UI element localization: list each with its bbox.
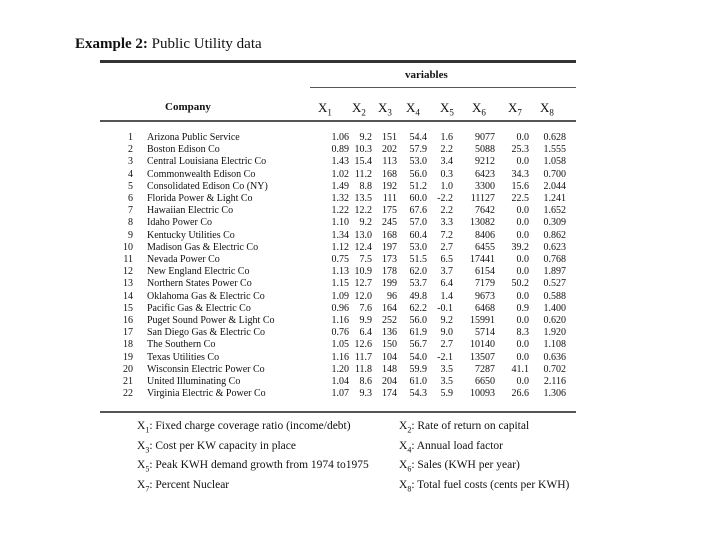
table-row bbox=[0, 169, 720, 181]
cell-x5: 3.4 bbox=[440, 156, 453, 168]
cell-x5: 6.5 bbox=[440, 254, 453, 265]
var-header-x2: $X_2$ bbox=[352, 100, 366, 118]
variables-header: variables bbox=[405, 69, 448, 81]
cell-x6: 8406 bbox=[475, 229, 495, 241]
cell-x1: 1.10 bbox=[331, 217, 349, 229]
cell-x8: 1.400 bbox=[543, 302, 566, 314]
cell-x5: -0.1 bbox=[437, 302, 453, 314]
cell-x4: 53.0 bbox=[409, 241, 427, 253]
cell-x6: 13082 bbox=[470, 217, 495, 229]
cell-x1: 1.20 bbox=[331, 363, 349, 375]
cell-x4: 67.6 bbox=[409, 205, 427, 217]
cell-x1: 1.49 bbox=[331, 180, 349, 192]
cell-x2: 12.6 bbox=[354, 339, 372, 351]
cell-x5: 9.2 bbox=[440, 315, 453, 326]
cell-x6: 9077 bbox=[475, 132, 495, 143]
row-number: 8 bbox=[128, 217, 133, 229]
cell-x8: 1.555 bbox=[543, 144, 566, 156]
cell-x2: 9.3 bbox=[359, 388, 372, 400]
table-row bbox=[0, 254, 720, 266]
cell-x7: 26.6 bbox=[511, 388, 529, 400]
cell-x6: 6650 bbox=[475, 376, 495, 387]
cell-x4: 60.4 bbox=[409, 229, 427, 241]
var-header-x6: $X_6$ bbox=[472, 100, 486, 118]
cell-x1: 1.05 bbox=[331, 339, 349, 351]
cell-x3: 164 bbox=[382, 302, 397, 314]
cell-x6: 3300 bbox=[475, 180, 495, 192]
cell-x6: 7179 bbox=[475, 278, 495, 290]
cell-x8: 2.044 bbox=[543, 180, 566, 192]
table-row bbox=[0, 315, 720, 327]
cell-x6: 17441 bbox=[470, 254, 495, 265]
cell-x1: 0.75 bbox=[331, 254, 349, 265]
top-rule bbox=[100, 60, 576, 63]
row-number: 18 bbox=[123, 339, 133, 351]
cell-x7: 0.0 bbox=[516, 156, 529, 168]
legend-x6: $X_6$: Sales (KWH per year) bbox=[399, 459, 520, 474]
cell-x3: 113 bbox=[382, 156, 397, 168]
cell-x6: 5088 bbox=[475, 144, 495, 156]
cell-x3: 150 bbox=[382, 339, 397, 351]
cell-x3: 174 bbox=[382, 388, 397, 400]
var-header-x4: $X_4$ bbox=[406, 100, 420, 118]
row-number: 12 bbox=[123, 266, 133, 278]
cell-x2: 12.4 bbox=[354, 241, 372, 253]
cell-x4: 61.9 bbox=[409, 327, 427, 339]
table-row bbox=[0, 303, 720, 315]
cell-x8: 1.897 bbox=[543, 266, 566, 278]
cell-x5: -2.2 bbox=[437, 193, 453, 204]
cell-x3: 96 bbox=[387, 290, 397, 302]
var-header-x7: $X_7$ bbox=[508, 100, 522, 118]
cell-x7: 25.3 bbox=[511, 144, 529, 156]
legend-x8: $X_8$: Total fuel costs (cents per KWH) bbox=[399, 478, 570, 493]
cell-x1: 1.04 bbox=[331, 376, 349, 387]
cell-x4: 57.9 bbox=[409, 144, 427, 156]
cell-x5: 3.7 bbox=[440, 266, 453, 278]
table-row bbox=[0, 291, 720, 303]
cell-x4: 51.2 bbox=[409, 180, 427, 192]
row-number: 14 bbox=[123, 290, 133, 302]
cell-x3: 245 bbox=[382, 217, 397, 229]
cell-x4: 62.2 bbox=[409, 302, 427, 314]
cell-x6: 7287 bbox=[475, 363, 495, 375]
cell-x5: 3.5 bbox=[440, 363, 453, 375]
company-name: The Southern Co bbox=[147, 339, 216, 351]
row-number: 1 bbox=[128, 132, 133, 143]
cell-x5: 0.3 bbox=[440, 168, 453, 180]
company-name: Wisconsin Electric Power Co bbox=[147, 363, 265, 375]
cell-x8: 0.620 bbox=[543, 315, 566, 326]
cell-x8: 0.700 bbox=[543, 168, 566, 180]
company-name: Northern States Power Co bbox=[147, 278, 252, 290]
var-header-x8: $X_8$ bbox=[540, 100, 554, 118]
cell-x4: 56.0 bbox=[409, 168, 427, 180]
cell-x8: 0.702 bbox=[543, 363, 566, 375]
cell-x3: 204 bbox=[382, 376, 397, 387]
cell-x4: 54.3 bbox=[409, 388, 427, 400]
cell-x6: 9212 bbox=[475, 156, 495, 168]
cell-x3: 199 bbox=[382, 278, 397, 290]
cell-x2: 8.8 bbox=[359, 180, 372, 192]
cell-x1: 1.09 bbox=[331, 290, 349, 302]
table-row bbox=[0, 217, 720, 229]
cell-x2: 10.3 bbox=[354, 144, 372, 156]
row-number: 10 bbox=[123, 241, 133, 253]
cell-x2: 9.2 bbox=[359, 132, 372, 143]
cell-x6: 9673 bbox=[475, 290, 495, 302]
row-number: 4 bbox=[128, 168, 133, 180]
cell-x5: 3.5 bbox=[440, 376, 453, 387]
cell-x6: 13507 bbox=[470, 351, 495, 363]
cell-x2: 11.7 bbox=[354, 351, 372, 363]
cell-x3: 178 bbox=[382, 266, 397, 278]
table-row bbox=[0, 364, 720, 376]
cell-x2: 11.2 bbox=[354, 168, 372, 180]
cell-x1: 1.34 bbox=[331, 229, 349, 241]
company-name: Kentucky Utilities Co bbox=[147, 229, 235, 241]
cell-x1: 1.16 bbox=[331, 315, 349, 326]
cell-x1: 1.22 bbox=[331, 205, 349, 217]
cell-x7: 39.2 bbox=[511, 241, 529, 253]
table-row bbox=[0, 193, 720, 205]
company-name: Nevada Power Co bbox=[147, 254, 220, 265]
cell-x2: 8.6 bbox=[359, 376, 372, 387]
company-name: San Diego Gas & Electric Co bbox=[147, 327, 266, 339]
cell-x4: 53.0 bbox=[409, 156, 427, 168]
cell-x7: 0.0 bbox=[516, 132, 529, 143]
var-header-x1: $X_1$ bbox=[318, 100, 332, 118]
cell-x5: 2.7 bbox=[440, 241, 453, 253]
table-row bbox=[0, 181, 720, 193]
cell-x6: 6423 bbox=[475, 168, 495, 180]
cell-x7: 0.0 bbox=[516, 254, 529, 265]
cell-x5: 3.3 bbox=[440, 217, 453, 229]
cell-x1: 1.16 bbox=[331, 351, 349, 363]
cell-x6: 7642 bbox=[475, 205, 495, 217]
cell-x6: 10093 bbox=[470, 388, 495, 400]
table-row bbox=[0, 388, 720, 400]
company-name: Idaho Power Co bbox=[147, 217, 212, 229]
company-name: Arizona Public Service bbox=[147, 132, 240, 143]
cell-x3: 136 bbox=[382, 327, 397, 339]
cell-x5: 7.2 bbox=[440, 229, 453, 241]
cell-x4: 62.0 bbox=[409, 266, 427, 278]
company-name: Commonwealth Edison Co bbox=[147, 168, 256, 180]
cell-x6: 6154 bbox=[475, 266, 495, 278]
variables-underline bbox=[310, 87, 576, 88]
table-row bbox=[0, 132, 720, 144]
company-name: Texas Utilities Co bbox=[147, 351, 220, 363]
legend-x4: $X_4$: Annual load factor bbox=[399, 439, 503, 454]
row-number: 15 bbox=[123, 302, 133, 314]
row-number: 6 bbox=[128, 193, 133, 204]
table-row bbox=[0, 327, 720, 339]
cell-x1: 1.43 bbox=[331, 156, 349, 168]
cell-x1: 1.12 bbox=[331, 241, 349, 253]
cell-x6: 5714 bbox=[475, 327, 495, 339]
cell-x8: 1.920 bbox=[543, 327, 566, 339]
cell-x2: 7.6 bbox=[359, 302, 372, 314]
cell-x2: 12.0 bbox=[354, 290, 372, 302]
cell-x8: 1.652 bbox=[543, 205, 566, 217]
cell-x4: 60.0 bbox=[409, 193, 427, 204]
cell-x8: 0.588 bbox=[543, 290, 566, 302]
cell-x2: 9.9 bbox=[359, 315, 372, 326]
cell-x3: 104 bbox=[382, 351, 397, 363]
company-header: Company bbox=[165, 101, 211, 113]
cell-x4: 54.0 bbox=[409, 351, 427, 363]
title-rest: Public Utility data bbox=[147, 36, 262, 52]
cell-x5: 9.0 bbox=[440, 327, 453, 339]
cell-x8: 2.116 bbox=[543, 376, 566, 387]
cell-x7: 22.5 bbox=[511, 193, 529, 204]
cell-x5: 1.4 bbox=[440, 290, 453, 302]
cell-x5: 1.6 bbox=[440, 132, 453, 143]
row-number: 9 bbox=[128, 229, 133, 241]
cell-x8: 1.058 bbox=[543, 156, 566, 168]
row-number: 7 bbox=[128, 205, 133, 217]
var-header-x5: $X_5$ bbox=[440, 100, 454, 118]
table-row bbox=[0, 266, 720, 278]
cell-x4: 59.9 bbox=[409, 363, 427, 375]
cell-x7: 0.0 bbox=[516, 217, 529, 229]
cell-x1: 1.02 bbox=[331, 168, 349, 180]
legend-x7: $X_7$: Percent Nuclear bbox=[137, 478, 230, 493]
bottom-rule bbox=[100, 411, 576, 413]
cell-x3: 173 bbox=[382, 254, 397, 265]
cell-x4: 53.7 bbox=[409, 278, 427, 290]
cell-x4: 49.8 bbox=[409, 290, 427, 302]
cell-x1: 0.96 bbox=[331, 302, 349, 314]
cell-x8: 0.768 bbox=[543, 254, 566, 265]
company-name: Puget Sound Power & Light Co bbox=[147, 315, 275, 326]
company-name: Oklahoma Gas & Electric Co bbox=[147, 290, 265, 302]
row-number: 20 bbox=[123, 363, 133, 375]
company-name: Pacific Gas & Electric Co bbox=[147, 302, 251, 314]
cell-x7: 0.0 bbox=[516, 315, 529, 326]
header-rule bbox=[100, 120, 576, 122]
cell-x5: 2.7 bbox=[440, 339, 453, 351]
cell-x7: 0.0 bbox=[516, 266, 529, 278]
cell-x3: 192 bbox=[382, 180, 397, 192]
cell-x8: 0.309 bbox=[543, 217, 566, 229]
row-number: 11 bbox=[123, 254, 133, 265]
cell-x4: 56.7 bbox=[409, 339, 427, 351]
cell-x7: 8.3 bbox=[516, 327, 529, 339]
cell-x7: 0.0 bbox=[516, 351, 529, 363]
row-number: 5 bbox=[128, 180, 133, 192]
cell-x7: 0.0 bbox=[516, 376, 529, 387]
cell-x7: 0.0 bbox=[516, 205, 529, 217]
cell-x3: 151 bbox=[382, 132, 397, 143]
cell-x1: 1.15 bbox=[331, 278, 349, 290]
title-prefix: Example 2: bbox=[75, 36, 148, 52]
cell-x7: 0.0 bbox=[516, 290, 529, 302]
cell-x4: 57.0 bbox=[409, 217, 427, 229]
cell-x2: 13.0 bbox=[354, 229, 372, 241]
cell-x5: 6.4 bbox=[440, 278, 453, 290]
var-header-x3: $X_3$ bbox=[378, 100, 392, 118]
cell-x7: 41.1 bbox=[511, 363, 529, 375]
cell-x7: 0.0 bbox=[516, 229, 529, 241]
row-number: 16 bbox=[123, 315, 133, 326]
table-row bbox=[0, 376, 720, 388]
cell-x7: 34.3 bbox=[511, 168, 529, 180]
row-number: 19 bbox=[123, 351, 133, 363]
cell-x3: 202 bbox=[382, 144, 397, 156]
company-name: Virginia Electric & Power Co bbox=[147, 388, 266, 400]
cell-x8: 0.623 bbox=[543, 241, 566, 253]
cell-x1: 1.06 bbox=[331, 132, 349, 143]
cell-x4: 56.0 bbox=[409, 315, 427, 326]
cell-x3: 168 bbox=[382, 168, 397, 180]
row-number: 22 bbox=[123, 388, 133, 400]
row-number: 2 bbox=[128, 144, 133, 156]
cell-x8: 0.628 bbox=[543, 132, 566, 143]
cell-x5: 2.2 bbox=[440, 144, 453, 156]
cell-x4: 61.0 bbox=[409, 376, 427, 387]
cell-x6: 6468 bbox=[475, 302, 495, 314]
cell-x1: 0.89 bbox=[331, 144, 349, 156]
cell-x6: 10140 bbox=[470, 339, 495, 351]
cell-x7: 0.0 bbox=[516, 339, 529, 351]
cell-x3: 175 bbox=[382, 205, 397, 217]
cell-x7: 15.6 bbox=[511, 180, 529, 192]
legend-x1: $X_1$: Fixed charge coverage ratio (income/debt) bbox=[137, 420, 351, 435]
cell-x2: 10.9 bbox=[354, 266, 372, 278]
cell-x6: 6455 bbox=[475, 241, 495, 253]
cell-x1: 0.76 bbox=[331, 327, 349, 339]
legend-x5: $X_5$: Peak KWH demand growth from 1974 to1975 bbox=[137, 459, 369, 474]
cell-x2: 6.4 bbox=[359, 327, 372, 339]
cell-x1: 1.32 bbox=[331, 193, 349, 204]
cell-x5: 5.9 bbox=[440, 388, 453, 400]
cell-x3: 197 bbox=[382, 241, 397, 253]
cell-x5: 2.2 bbox=[440, 205, 453, 217]
table-row bbox=[0, 230, 720, 242]
table-row bbox=[0, 144, 720, 156]
table-row bbox=[0, 242, 720, 254]
cell-x3: 252 bbox=[382, 315, 397, 326]
company-name: Florida Power & Light Co bbox=[147, 193, 253, 204]
cell-x8: 0.862 bbox=[543, 229, 566, 241]
company-name: Hawaiian Electric Co bbox=[147, 205, 234, 217]
cell-x1: 1.13 bbox=[331, 266, 349, 278]
company-name: Central Louisiana Electric Co bbox=[147, 156, 267, 168]
legend-x3: $X_3$: Cost per KW capacity in place bbox=[137, 439, 296, 454]
table-row bbox=[0, 156, 720, 168]
cell-x7: 50.2 bbox=[511, 278, 529, 290]
cell-x3: 168 bbox=[382, 229, 397, 241]
cell-x2: 12.7 bbox=[354, 278, 372, 290]
cell-x8: 1.108 bbox=[543, 339, 566, 351]
row-number: 3 bbox=[128, 156, 133, 168]
company-name: Consolidated Edison Co (NY) bbox=[147, 180, 268, 192]
company-name: New England Electric Co bbox=[147, 266, 250, 278]
cell-x2: 15.4 bbox=[354, 156, 372, 168]
company-name: Madison Gas & Electric Co bbox=[147, 241, 259, 253]
cell-x2: 12.2 bbox=[354, 205, 372, 217]
cell-x2: 11.8 bbox=[354, 363, 372, 375]
cell-x8: 1.306 bbox=[543, 388, 566, 400]
row-number: 17 bbox=[123, 327, 133, 339]
row-number: 21 bbox=[123, 376, 133, 387]
cell-x6: 11127 bbox=[470, 193, 495, 204]
company-name: United Illuminating Co bbox=[147, 376, 241, 387]
cell-x2: 9.2 bbox=[359, 217, 372, 229]
table-row bbox=[0, 352, 720, 364]
cell-x2: 7.5 bbox=[359, 254, 372, 265]
cell-x2: 13.5 bbox=[354, 193, 372, 204]
legend-x2: $X_2$: Rate of return on capital bbox=[399, 420, 530, 435]
table-row bbox=[0, 205, 720, 217]
cell-x7: 0.9 bbox=[516, 302, 529, 314]
cell-x6: 15991 bbox=[470, 315, 495, 326]
cell-x8: 0.527 bbox=[543, 278, 566, 290]
table-row bbox=[0, 278, 720, 290]
cell-x1: 1.07 bbox=[331, 388, 349, 400]
company-name: Boston Edison Co bbox=[147, 144, 220, 156]
cell-x3: 148 bbox=[382, 363, 397, 375]
cell-x4: 54.4 bbox=[409, 132, 427, 143]
cell-x5: -2.1 bbox=[437, 351, 453, 363]
cell-x8: 0.636 bbox=[543, 351, 566, 363]
page-title bbox=[75, 36, 262, 53]
row-number: 13 bbox=[123, 278, 133, 290]
cell-x3: 111 bbox=[382, 193, 397, 204]
cell-x4: 51.5 bbox=[409, 254, 427, 265]
cell-x8: 1.241 bbox=[543, 193, 566, 204]
cell-x5: 1.0 bbox=[440, 180, 453, 192]
table-row bbox=[0, 339, 720, 351]
